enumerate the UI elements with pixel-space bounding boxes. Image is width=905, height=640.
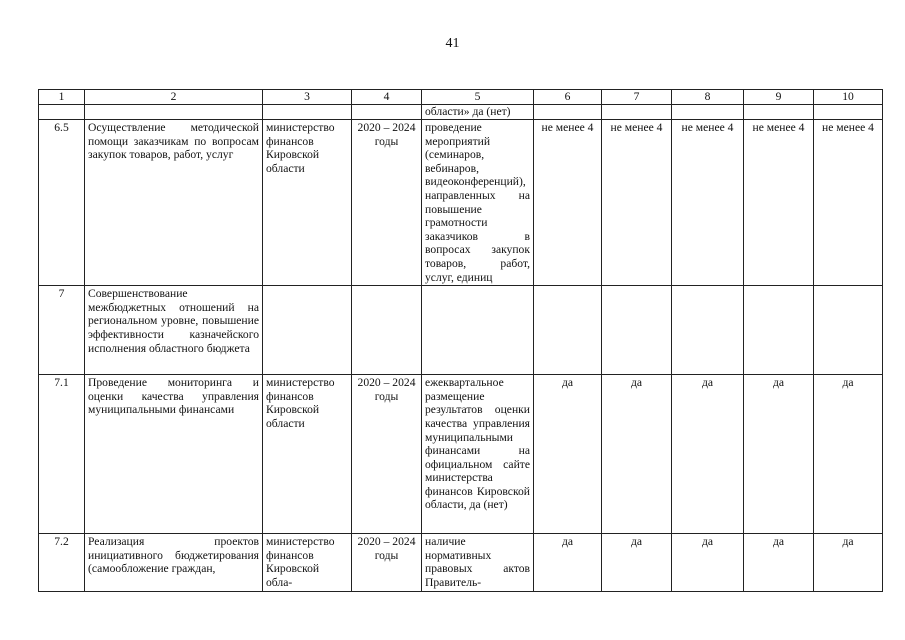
value-cell: да: [602, 375, 672, 534]
term: [352, 286, 422, 375]
table-cell: [263, 105, 352, 120]
value-cell: да: [814, 534, 883, 591]
value-cell: да: [602, 534, 672, 591]
table-row: [39, 286, 883, 375]
column-number: 6: [534, 90, 602, 105]
column-number: 7: [602, 90, 672, 105]
value-cell: да: [534, 375, 602, 534]
measure-name: Осуществление методической помощи заказчикам по вопросам закупок товаров, работ, услуг: [85, 120, 263, 286]
row-number: 7.1: [39, 375, 85, 534]
continuation-text: области» да (нет): [422, 105, 534, 120]
column-number: 8: [672, 90, 744, 105]
column-number: 5: [422, 90, 534, 105]
term: 2020 – 2024 годы: [352, 120, 422, 286]
indicator: наличие нормативных правовых актов Правитель-: [422, 534, 534, 591]
continuation-row: [39, 105, 883, 120]
value-cell: не менее 4: [672, 120, 744, 286]
term: 2020 – 2024 годы: [352, 534, 422, 591]
executor: министерство финансов Кировской области: [263, 120, 352, 286]
table-cell: [744, 105, 814, 120]
term: 2020 – 2024 годы: [352, 375, 422, 534]
table-row: [39, 375, 883, 534]
table-cell: [534, 105, 602, 120]
executor: министерство финансов Кировской области: [263, 375, 352, 534]
value-cell: да: [744, 375, 814, 534]
table-cell: [602, 105, 672, 120]
column-number: 2: [85, 90, 263, 105]
value-cell: [744, 286, 814, 375]
column-number: 1: [39, 90, 85, 105]
value-cell: не менее 4: [602, 120, 672, 286]
value-cell: да: [534, 534, 602, 591]
executor: министерство финансов Кировской обла-: [263, 534, 352, 591]
indicator: ежеквартальное размещение результатов оценки качества управления муниципальными финансами на официальном сайте министерства финансов Кировской области, да (нет): [422, 375, 534, 534]
value-cell: [814, 286, 883, 375]
value-cell: да: [672, 375, 744, 534]
table-cell: [39, 105, 85, 120]
measure-name: Реализация проектов инициативного бюджетирования (самообложение граждан,: [85, 534, 263, 591]
value-cell: не менее 4: [814, 120, 883, 286]
measure-name: Совершенствование межбюджетных отношений на региональном уровне, повышение эффективности казначейского исполнения областного бюджета: [85, 286, 263, 375]
executor: [263, 286, 352, 375]
value-cell: не менее 4: [534, 120, 602, 286]
measures-table: [38, 89, 883, 592]
value-cell: [602, 286, 672, 375]
table-cell: [352, 105, 422, 120]
value-cell: да: [814, 375, 883, 534]
row-number: 7.2: [39, 534, 85, 591]
table-row: [39, 120, 883, 286]
row-number: 7: [39, 286, 85, 375]
value-cell: да: [744, 534, 814, 591]
column-number: 9: [744, 90, 814, 105]
row-number: 6.5: [39, 120, 85, 286]
table-cell: [85, 105, 263, 120]
table-row: [39, 534, 883, 591]
value-cell: [672, 286, 744, 375]
column-number: 10: [814, 90, 883, 105]
indicator: проведение мероприятий (семинаров, вебинаров, видеоконференций), направленных на повышение грамотности заказчиков в вопросах закупок товаров, работ, услуг, единиц: [422, 120, 534, 286]
column-number-row: [39, 90, 883, 105]
table-cell: [672, 105, 744, 120]
column-number: 4: [352, 90, 422, 105]
table-cell: [814, 105, 883, 120]
value-cell: не менее 4: [744, 120, 814, 286]
column-number: 3: [263, 90, 352, 105]
page-number: 41: [445, 36, 460, 51]
value-cell: да: [672, 534, 744, 591]
indicator: [422, 286, 534, 375]
measure-name: Проведение мониторинга и оценки качества управления муниципальными финансами: [85, 375, 263, 534]
value-cell: [534, 286, 602, 375]
